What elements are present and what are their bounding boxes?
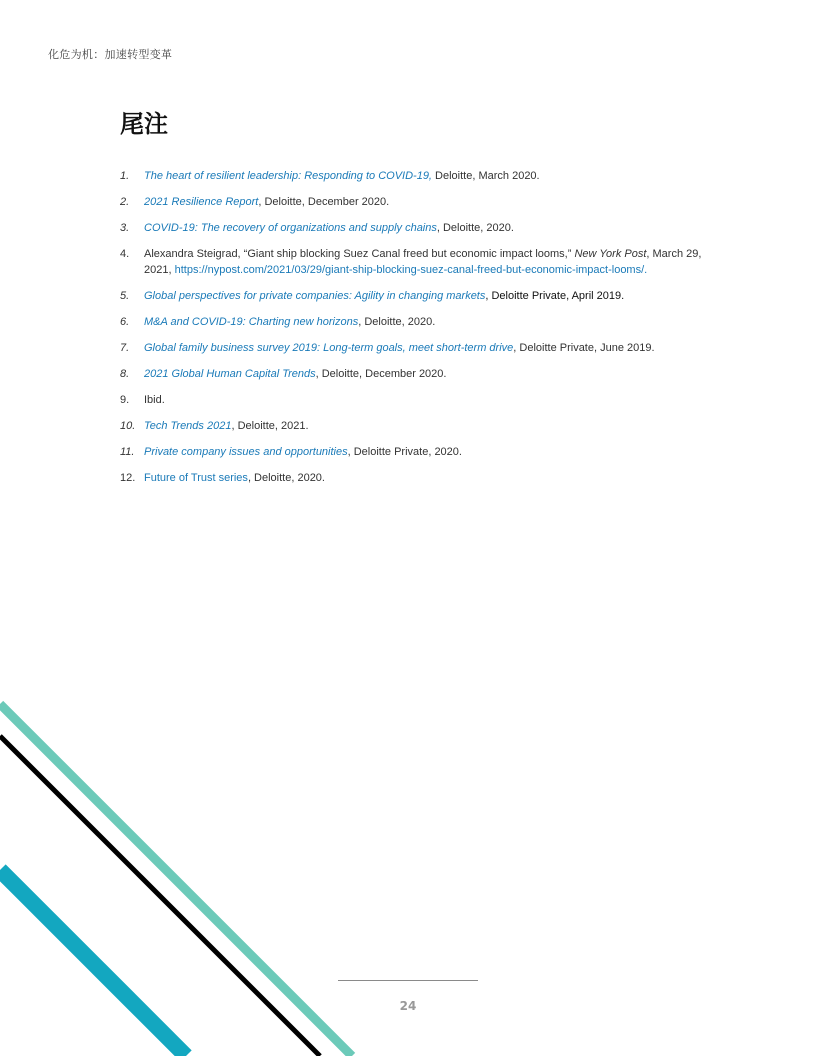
page-title: 尾注 — [120, 110, 168, 138]
black-stripe — [0, 736, 320, 1056]
endnote-number: 4. — [120, 248, 130, 260]
endnote-link[interactable]: M&A and COVID-19: Charting new horizons — [144, 316, 359, 328]
endnote-number: 9. — [120, 394, 130, 406]
endnote-link[interactable]: Future of Trust series — [144, 472, 248, 484]
endnote-url-link[interactable]: https://nypost.com/2021/03/29/giant-ship-blocking-suez-canal-freed-but-economic-impact-looms/. — [174, 264, 648, 276]
endnote-number: 10. — [120, 420, 136, 432]
endnote-link[interactable]: COVID-19: The recovery of organizations and supply chains — [144, 222, 437, 234]
endnote-source: Deloitte, March 2020. — [432, 170, 540, 182]
endnote-source: , Deloitte Private, 2020. — [347, 446, 462, 458]
teal-stripe — [0, 704, 352, 1056]
endnote-number: 1. — [120, 170, 130, 182]
endnote-source: , Deloitte, 2020. — [358, 316, 436, 328]
endnote-number: 8. — [120, 368, 130, 380]
footer-rule — [338, 980, 478, 981]
endnote-number: 7. — [120, 342, 130, 354]
endnote-link[interactable]: 2021 Global Human Capital Trends — [144, 368, 316, 380]
endnote-link[interactable]: Global perspectives for private companies: Agility in changing markets — [144, 290, 486, 302]
endnote-source: , Deloitte Private, June 2019. — [513, 342, 655, 354]
endnote-number: 12. — [120, 472, 136, 484]
endnote-number: 2. — [120, 196, 130, 208]
endnote-date: , March 29, 2021, — [144, 248, 702, 276]
blue-stripe — [0, 870, 186, 1056]
endnote-link[interactable]: Tech Trends 2021 — [144, 420, 232, 432]
endnote-number: 5. — [120, 290, 130, 302]
endnote-source: , Deloitte, 2020. — [436, 222, 514, 234]
page-number: 24 — [399, 999, 417, 1013]
endnote-link[interactable]: Private company issues and opportunities — [144, 446, 348, 458]
endnote-link[interactable]: The heart of resilient leadership: Responding to COVID-19, — [144, 170, 432, 182]
endnote-number: 3. — [120, 222, 130, 234]
endnote-text: Ibid. — [144, 394, 165, 406]
endnote-number: 6. — [120, 316, 130, 328]
endnote-source: , Deloitte, December 2020. — [258, 196, 390, 208]
endnote-link[interactable]: Global family business survey 2019: Long-term goals, meet short-term drive — [144, 342, 514, 354]
endnote-link[interactable]: 2021 Resilience Report — [144, 196, 259, 208]
running-header: 化危为机：加速转型变革 — [48, 48, 173, 61]
endnote-source: , Deloitte, 2021. — [231, 420, 309, 432]
endnote-source: , Deloitte, December 2020. — [315, 368, 447, 380]
endnote-source: , Deloitte, 2020. — [247, 472, 325, 484]
endnote-publication: New York Post — [574, 248, 647, 260]
endnote-number: 11. — [120, 446, 135, 458]
endnote-source: , Deloitte Private, April 2019. — [485, 290, 625, 302]
endnote-text: Alexandra Steigrad, “Giant ship blocking Suez Canal freed but economic impact looms,” — [144, 248, 575, 260]
